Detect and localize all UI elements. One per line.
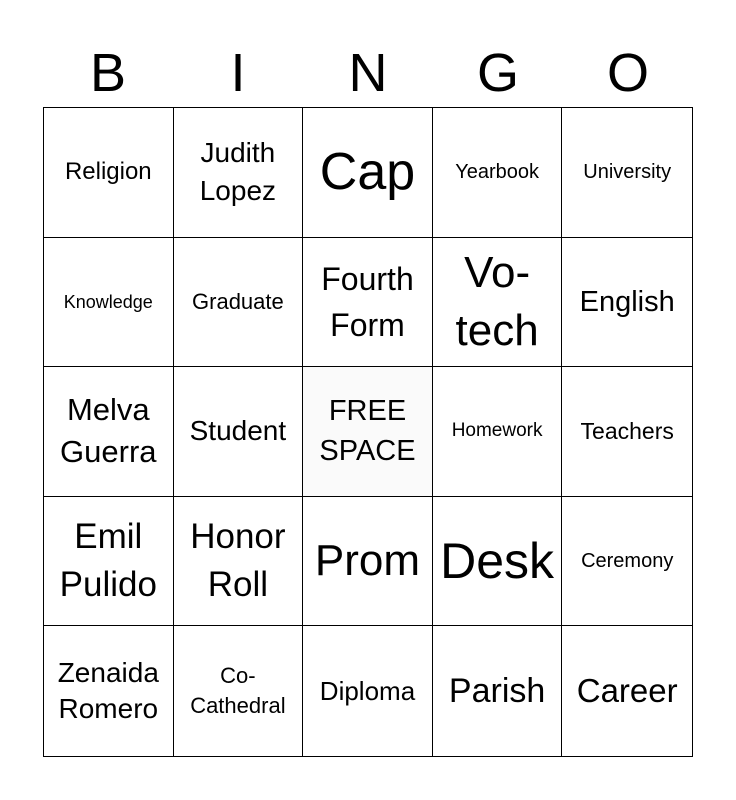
bingo-cell[interactable] [44, 238, 174, 368]
cell-text: Zenaida Romero [57, 657, 159, 725]
cell-text: Cap [319, 143, 416, 202]
bingo-cell[interactable] [44, 108, 174, 238]
bingo-cell[interactable] [433, 238, 563, 368]
cell-text: Ceremony [581, 550, 674, 573]
bingo-cell[interactable] [303, 626, 433, 756]
bingo-cell[interactable] [174, 238, 304, 368]
cell-text: Teachers [580, 418, 674, 445]
cell-text: English [579, 285, 675, 318]
header-letter-n: N [348, 43, 388, 103]
header-letter-o: O [606, 43, 649, 103]
cell-text: Vo- tech [455, 247, 539, 355]
bingo-cell[interactable] [303, 238, 433, 368]
free-space-cell[interactable] [303, 367, 433, 497]
bingo-cell[interactable] [174, 367, 304, 497]
bingo-cell[interactable] [562, 626, 692, 756]
cell-text: Knowledge [63, 291, 153, 312]
bingo-cell[interactable] [303, 108, 433, 238]
cell-text: Desk [440, 533, 555, 590]
bingo-cell[interactable] [174, 108, 304, 238]
cell-text: Career [576, 672, 678, 710]
cell-text: Melva Guerra [60, 392, 157, 470]
bingo-cell[interactable] [174, 497, 304, 627]
bingo-card-grid [43, 107, 693, 757]
bingo-cell[interactable] [303, 497, 433, 627]
bingo-cell[interactable] [562, 497, 692, 627]
bingo-cell[interactable] [44, 497, 174, 627]
bingo-cell[interactable] [562, 108, 692, 238]
header-letter-i: I [230, 43, 246, 103]
cell-text: Parish [448, 672, 546, 711]
cell-text: Religion [64, 158, 152, 186]
cell-text: Fourth Form [321, 260, 414, 343]
bingo-header [43, 40, 693, 106]
cell-text: Emil Pulido [59, 517, 157, 605]
bingo-cell[interactable] [433, 367, 563, 497]
cell-text: Honor Roll [190, 517, 286, 605]
cell-text: FREE SPACE [319, 395, 416, 468]
bingo-cell[interactable] [433, 497, 563, 627]
bingo-cell[interactable] [562, 238, 692, 368]
cell-text: Diploma [319, 676, 416, 707]
bingo-cell[interactable] [433, 108, 563, 238]
bingo-cell[interactable] [562, 367, 692, 497]
cell-text: University [583, 161, 672, 184]
cell-text: Judith Lopez [199, 137, 277, 207]
cell-text: Prom [314, 536, 421, 586]
bingo-cell[interactable] [174, 626, 304, 756]
header-letter-b: B [89, 43, 127, 103]
cell-text: Student [189, 415, 287, 447]
cell-text: Yearbook [455, 161, 539, 184]
bingo-cell[interactable] [433, 626, 563, 756]
cell-text: Graduate [192, 288, 284, 314]
cell-text: Homework [451, 420, 543, 442]
header-letter-g: G [476, 43, 519, 103]
bingo-cell[interactable] [44, 367, 174, 497]
cell-text: Co- Cathedral [190, 663, 286, 719]
bingo-cell[interactable] [44, 626, 174, 756]
